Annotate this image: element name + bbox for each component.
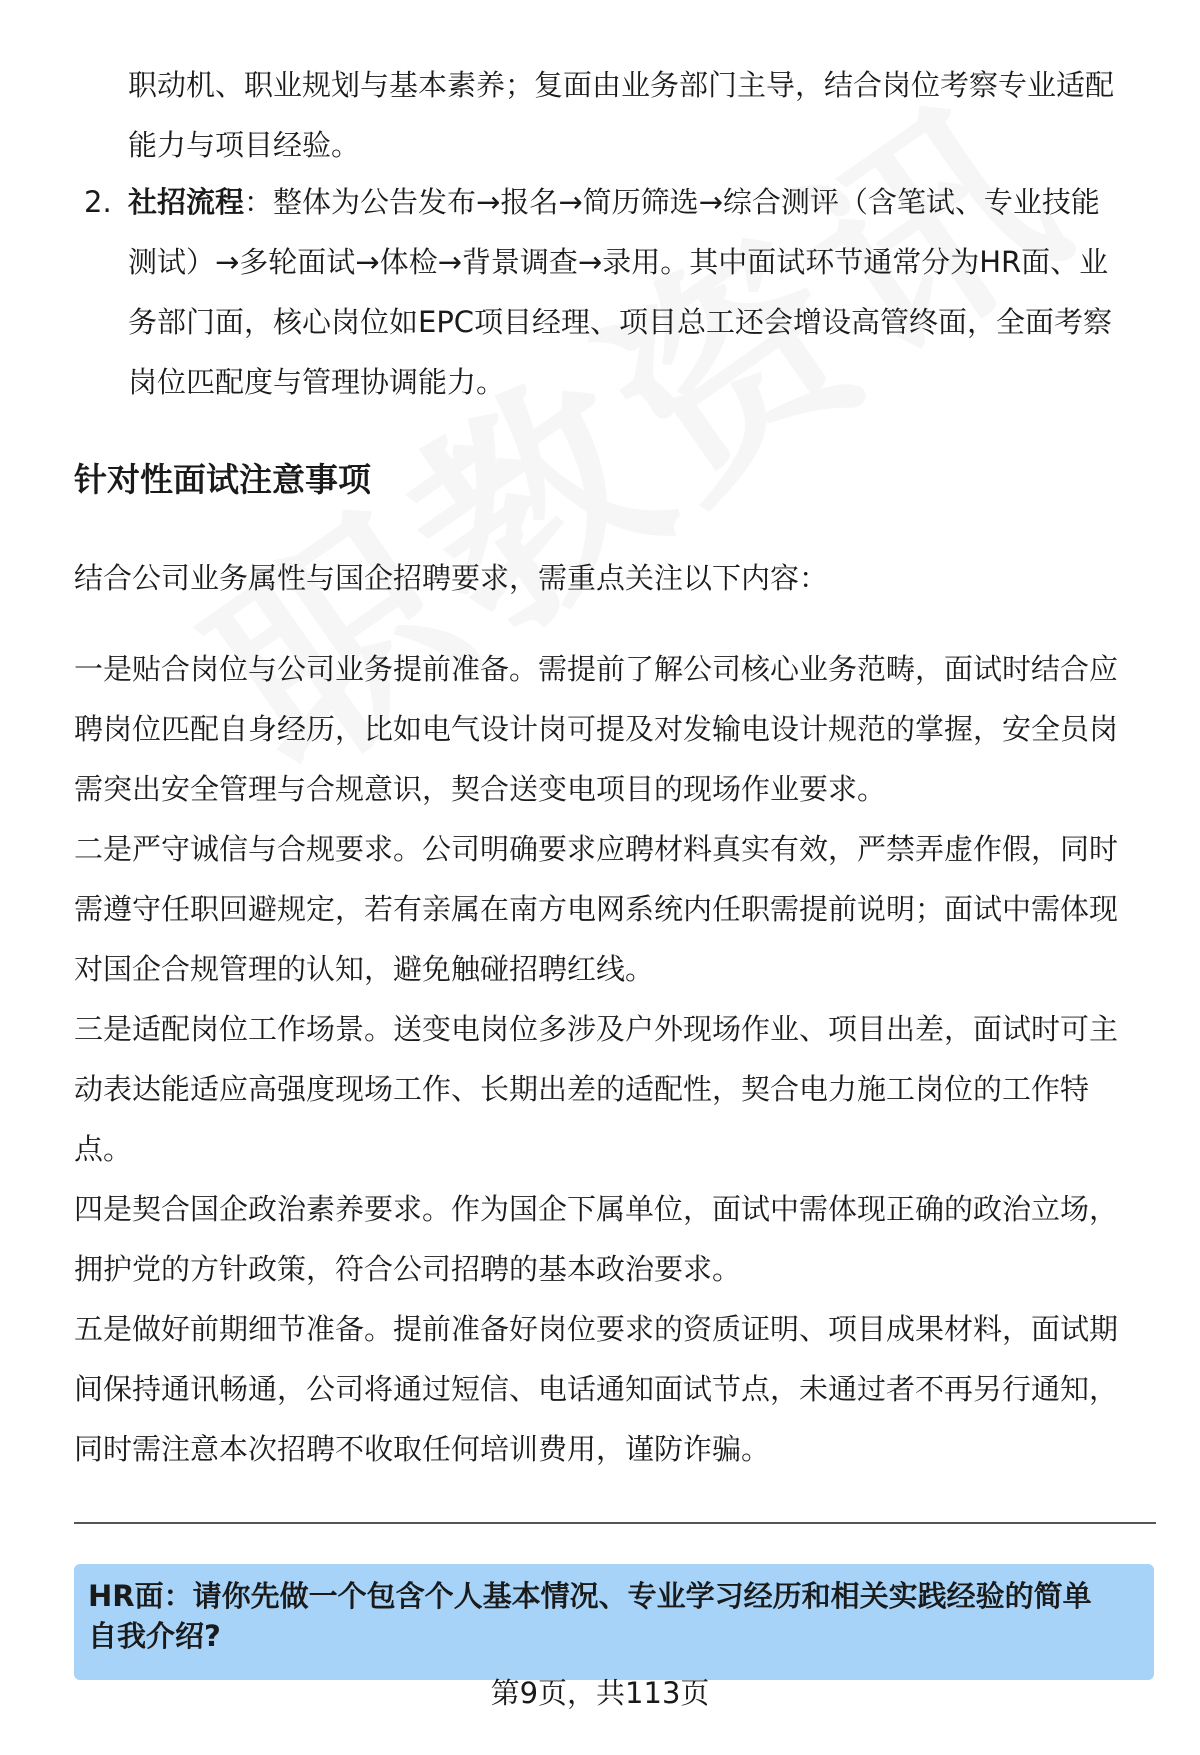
list-item-first-line: ：整体为公告发布→报名→简历筛选→综合测评（含笔试、专业技能: [244, 185, 1100, 219]
points-list: [74, 639, 1154, 1479]
text-line: 需突出安全管理与合规意识，契合送变电项目的现场作业要求。: [74, 772, 887, 806]
section-heading: 针对性面试注意事项: [74, 460, 371, 499]
text-line: 五是做好前期细节准备。提前准备好岗位要求的资质证明、项目成果材料，面试期: [74, 1312, 1119, 1346]
text-line: 同时需注意本次招聘不收取任何培训费用，谨防诈骗。: [74, 1432, 771, 1466]
text-line: 四是契合国企政治素养要求。作为国企下属单位，面试中需体现正确的政治立场，: [74, 1192, 1119, 1226]
text-line: 岗位匹配度与管理协调能力。: [128, 365, 506, 399]
text-line: 二是严守诚信与合规要求。公司明确要求应聘材料真实有效，严禁弄虚作假，同时: [74, 832, 1119, 866]
point-paragraph: [74, 639, 1154, 819]
list-item-lead: 社招流程: [128, 185, 245, 219]
list-item-body: [128, 172, 1158, 412]
text-line: 拥护党的方针政策，符合公司招聘的基本政治要求。: [74, 1252, 742, 1286]
text-line: 间保持通讯畅通，公司将通过短信、电话通知面试节点，未通过者不再另行通知，: [74, 1372, 1119, 1406]
question-box: [74, 1564, 1154, 1680]
text-line: 一是贴合岗位与公司业务提前准备。需提前了解公司核心业务范畴，面试时结合应: [74, 652, 1119, 686]
text-line: 聘岗位匹配自身经历，比如电气设计岗可提及对发输电设计规范的掌握，安全员岗: [74, 712, 1119, 746]
text-line: [128, 172, 1158, 232]
text-line: 职动机、职业规划与基本素养；复面由业务部门主导，结合岗位考察专业适配: [128, 68, 1115, 102]
text-line: 需遵守任职回避规定，若有亲属在南方电网系统内任职需提前说明；面试中需体现: [74, 892, 1119, 926]
section-intro: 结合公司业务属性与国企招聘要求，需重点关注以下内容：: [74, 561, 829, 595]
question-line: HR面：请你先做一个包含个人基本情况、专业学习经历和相关实践经验的简单: [88, 1579, 1092, 1613]
text-line: 测试）→多轮面试→体检→背景调查→录用。其中面试环节通常分为HR面、业: [128, 245, 1109, 279]
text-line: 动表达能适应高强度现场工作、长期出差的适配性，契合电力施工岗位的工作特: [74, 1072, 1090, 1106]
text-line: 能力与项目经验。: [128, 128, 361, 162]
point-paragraph: [74, 999, 1154, 1179]
list-number: 2.: [84, 185, 112, 219]
text-line: 对国企合规管理的认知，避免触碰招聘红线。: [74, 952, 655, 986]
point-paragraph: [74, 1299, 1154, 1479]
text-line: 点。: [74, 1132, 133, 1166]
question-line: 自我介绍?: [88, 1619, 221, 1653]
text-line: 务部门面，核心岗位如EPC项目经理、项目总工还会增设高管终面，全面考察: [128, 305, 1113, 339]
point-paragraph: [74, 1179, 1154, 1299]
list-item-1-continuation: [128, 55, 1148, 175]
page-number: 第9页，共113页: [490, 1676, 710, 1710]
section-divider: [74, 1522, 1156, 1524]
point-paragraph: [74, 819, 1154, 999]
text-line: 三是适配岗位工作场景。送变电岗位多涉及户外现场作业、项目出差，面试时可主: [74, 1012, 1119, 1046]
